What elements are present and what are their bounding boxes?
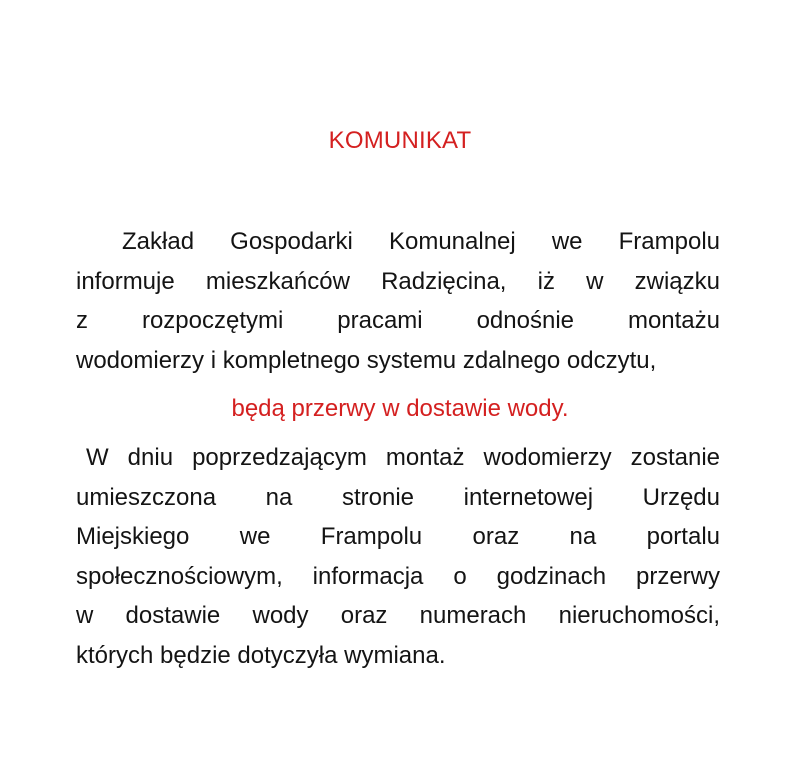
paragraph-line: Miejskiego we Frampolu oraz na portalu bbox=[76, 523, 720, 550]
paragraph-line: wodomierzy i kompletnego systemu zdalnego odczytu, bbox=[76, 346, 657, 374]
paragraph-line: W dniu poprzedzającym montaż wodomierzy zostanie bbox=[86, 444, 720, 471]
paragraph-line: w dostawie wody oraz numerach nieruchomości, bbox=[76, 602, 720, 629]
notice-title: KOMUNIKAT bbox=[328, 127, 472, 154]
paragraph-line: których będzie dotyczyła wymiana. bbox=[76, 641, 446, 669]
paragraph-line: z rozpoczętymi pracami odnośnie montażu bbox=[76, 307, 720, 334]
notice-paragraph-details bbox=[76, 438, 720, 675]
paragraph-line: społecznościowym, informacja o godzinach przerwy bbox=[76, 562, 720, 590]
notice-paragraph-intro bbox=[76, 222, 720, 380]
paragraph-line: umieszczona na stronie internetowej Urzędu bbox=[76, 483, 720, 511]
paragraph-line: informuje mieszkańców Radzięcina, iż w związku bbox=[76, 267, 720, 295]
notice-highlight: będą przerwy w dostawie wody. bbox=[231, 395, 569, 422]
paragraph-line: Zakład Gospodarki Komunalnej we Frampolu bbox=[122, 228, 720, 255]
